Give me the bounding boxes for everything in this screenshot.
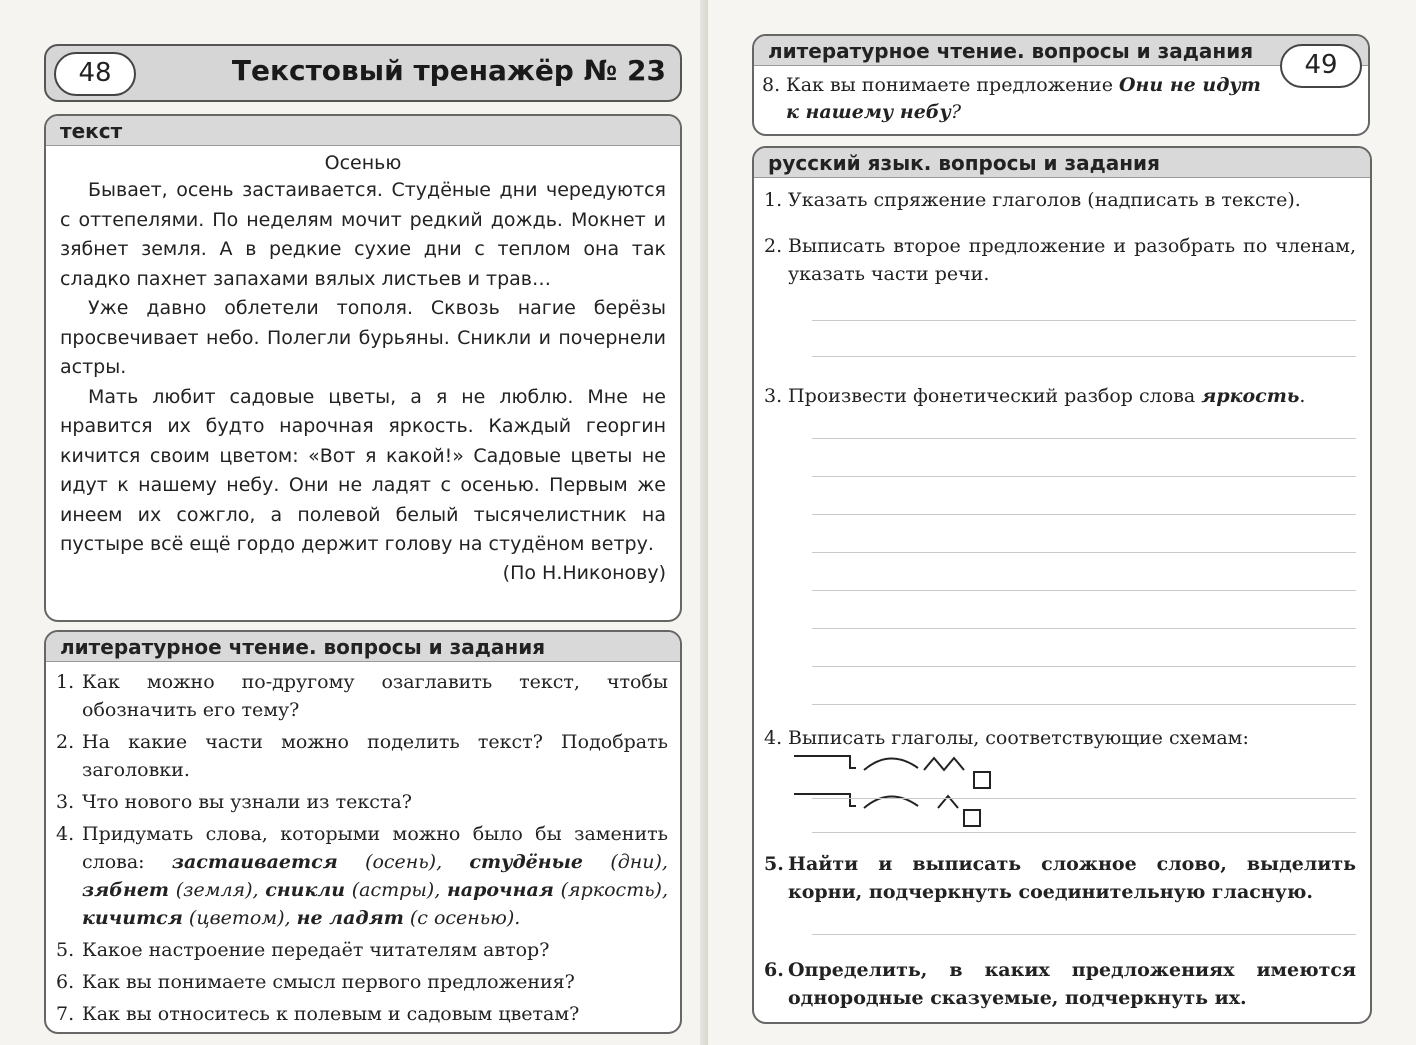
right-page <box>708 0 1416 1045</box>
root-mark-2 <box>794 794 856 806</box>
answer-line <box>812 628 1356 629</box>
title-bar <box>44 44 682 102</box>
task-item: 3. Произвести фонетический разбор слова яркость. <box>764 385 1306 407</box>
question-item: 3. Что нового вы узнали из текста? <box>56 791 412 813</box>
question-item: 6. Как вы понимаете смысл первого предложения? <box>56 971 575 993</box>
answer-line <box>812 590 1356 591</box>
question-item: 4. Придумать слова, которыми можно было бы заменить слова: застаивается (осень), студёные (дни), зябнет (земля), сникли (астры), нарочная (яркость), кичится (цветом), не ладят (с осенью). <box>56 823 669 929</box>
question-8: 8. Как вы понимаете предложение Они не идут к нашему небу? <box>762 74 1261 123</box>
answer-line <box>812 320 1356 321</box>
root-mark-1 <box>794 756 856 768</box>
lit-questions-list <box>46 662 680 1028</box>
answer-line <box>812 514 1356 515</box>
task-item: 2. Выписать второе предложение и разобрать по членам, указать части речи. <box>764 235 1356 285</box>
story-paragraph: Уже давно облетели тополя. Сквозь нагие берёзы просвечивает небо. Полегли бурьяны. Сникли и почернели астры. <box>60 297 666 378</box>
lit-question-8-box <box>752 34 1370 136</box>
ending-box-2 <box>964 810 980 826</box>
question-item: 1. Как можно по-другому озаглавить текст, чтобы обозначить его тему? <box>56 671 668 721</box>
question-item: 7. Как вы относитесь к полевым и садовым цветам? <box>56 1003 580 1025</box>
page-number-left: 48 <box>54 52 136 96</box>
question-item: 5. Какое настроение передаёт читателям автор? <box>56 939 550 961</box>
answer-line <box>812 666 1356 667</box>
answer-line <box>812 552 1356 553</box>
suffix-marks-1 <box>924 758 964 770</box>
answer-line <box>812 704 1356 705</box>
rus-tasks-header: русский язык. вопросы и задания <box>754 148 1370 178</box>
task-item: 6. Определить, в каких предложениях имеются однородные сказуемые, подчеркнуть их. <box>764 959 1356 1009</box>
story-body <box>46 176 680 560</box>
answer-line <box>812 476 1356 477</box>
answer-line <box>812 832 1356 833</box>
page-title: Текстовый тренажёр № 23 <box>231 54 666 87</box>
text-box-header: текст <box>46 116 680 146</box>
answer-line <box>812 798 1356 799</box>
rus-tasks-box <box>752 146 1372 1024</box>
root-arc-1 <box>864 758 918 770</box>
text-box <box>44 114 682 622</box>
left-page <box>0 0 706 1045</box>
lit-questions-box <box>44 630 682 1034</box>
lit-question-8-header: литературное чтение. вопросы и задания <box>754 36 1368 66</box>
answer-line <box>812 438 1356 439</box>
question-item: 2. На какие части можно поделить текст? Подобрать заголовки. <box>56 731 668 781</box>
answer-line <box>812 356 1356 357</box>
story-author: (По Н.Никонову) <box>502 561 666 584</box>
task-item: 5. Найти и выписать сложное слово, выделить корни, подчеркнуть соединительную гласную. <box>764 853 1356 903</box>
page-number-right: 49 <box>1280 44 1362 88</box>
lit-questions-header: литературное чтение. вопросы и задания <box>46 632 680 662</box>
story-title: Осенью <box>324 152 402 174</box>
answer-line <box>812 934 1356 935</box>
task-item: 4. Выписать глаголы, соответствующие схемам: <box>764 727 1249 749</box>
story-paragraph: Бывает, осень застаивается. Студёные дни чередуются с оттепелями. По неделям мочит редкий дождь. Мокнет и зябнет земля. А в редкие сухие дни с теплом она так сладко пахнет запахами вялых листьев и трав… <box>60 179 666 290</box>
task-item: 1. Указать спряжение глаголов (надписать в тексте). <box>764 189 1301 211</box>
story-paragraph: Мать любит садовые цветы, а я не люблю. Мне не нравится их будто нарочная яркость. Каждый георгин кичится своим цветом: «Вот я какой!» Садовые цветы не идут к нашему небу. Они не ладят с осенью. Первым же инеем их сожгло, а полевой белый тысячелистник на пустыре всё ещё гордо держит голову на студёном ветру. <box>60 385 666 555</box>
ending-box-1 <box>974 772 990 788</box>
word-structure-schema <box>790 750 1020 830</box>
